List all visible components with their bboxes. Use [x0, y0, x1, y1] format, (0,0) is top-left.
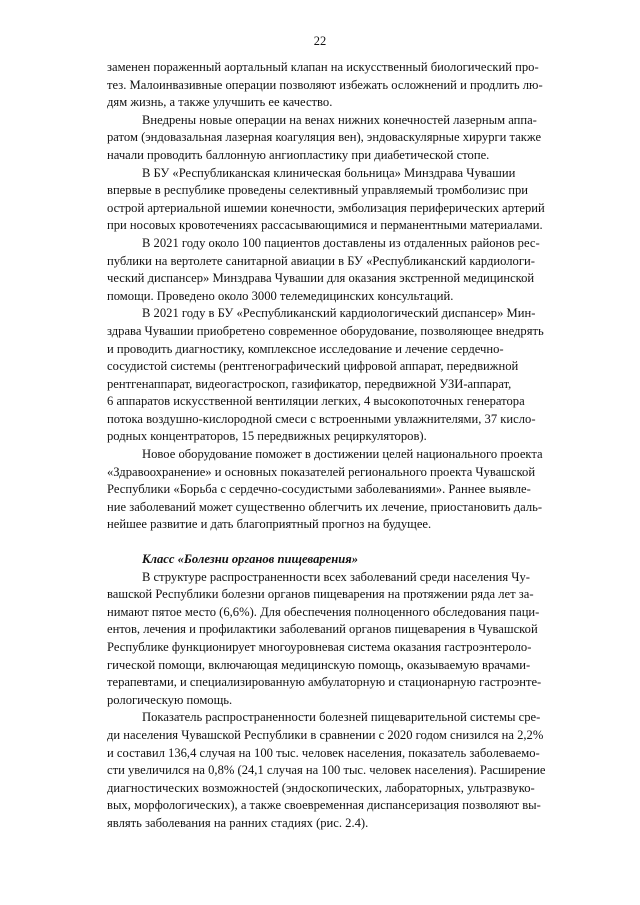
text-line: Показатель распространенности болезней пищеварительной системы сре-: [142, 710, 541, 725]
text-line: помощи. Проведено около 3000 телемедицинских консультаций.: [107, 288, 454, 303]
text-line: здрава Чувашии приобретено современное оборудование, позволяющее внедрять: [107, 323, 544, 338]
text-line: В 2021 году в БУ «Республиканский кардиологический диспансер» Мин-: [142, 306, 536, 321]
text-line: и составил 136,4 случая на 100 тыс. человек населения, показатель заболеваемо-: [107, 745, 540, 760]
paragraph: [107, 569, 597, 710]
paragraph: [107, 305, 597, 446]
text-line: заменен пораженный аортальный клапан на искусственный биологический про-: [107, 60, 539, 74]
text-line: впервые в республике проведены селективный управляемый тромболизис при: [107, 183, 529, 198]
paragraph: [107, 165, 597, 235]
text-line: нимают пятое место (6,6%). Для обеспечения полноценного обследования паци-: [107, 604, 540, 619]
text-line: 6 аппаратов искусственной вентиляции легких, 4 высокопоточных генератора: [107, 394, 525, 409]
text-line: рентгенаппарат, видеогастроскоп, газификатор, передвижной УЗИ-аппарат,: [107, 376, 512, 391]
section-heading-text: Класс «Болезни органов пищеварения»: [142, 552, 359, 567]
text-line: ентов, лечения и профилактики заболеваний органов пищеварения в Чувашской: [107, 622, 538, 637]
text-line: В 2021 году около 100 пациентов доставлены из отдаленных районов рес-: [142, 235, 540, 250]
paragraph: [107, 59, 597, 112]
text-line: Внедрены новые операции на венах нижних конечностей лазерным аппа-: [142, 112, 537, 127]
text-line: вашской Республики болезни органов пищеварения на протяжении ряда лет за-: [107, 587, 534, 602]
text-line: рологическую помощь.: [107, 692, 233, 707]
text-line: гической помощи, включающая медицинскую помощь, оказываемую врачами-: [107, 657, 531, 672]
text-line: публики на вертолете санитарной авиации в БУ «Республиканский кардиологи-: [107, 253, 535, 268]
text-line: сосудистой системы (рентгенографический цифровой аппарат, передвижной: [107, 359, 519, 374]
text-line: терапевтами, и специализированную амбулаторную и стационарную гастроэнте-: [107, 675, 542, 690]
text-line: начали проводить баллонную ангиопластику при диабетической стопе.: [107, 147, 490, 162]
text-line: тез. Малоинвазивные операции позволяют избежать осложнений и продлить лю-: [107, 77, 543, 92]
text-line: нейшее развитие и дать благоприятный прогноз на будущее.: [107, 517, 432, 532]
text-line: В БУ «Республиканская клиническая больница» Минздрава Чувашии: [142, 165, 516, 180]
text-line: Новое оборудование поможет в достижении целей национального проекта: [142, 447, 543, 462]
text-line: при носовых кровотечениях рассасывающимися и перманентными материалами.: [107, 218, 543, 233]
section-heading: [107, 551, 597, 569]
paragraph: [107, 446, 597, 534]
text-line: являть заболевания на ранних стадиях (рис. 2.4).: [107, 815, 369, 830]
text-line: острой артериальной ишемии конечности, эмболизация периферических артерий: [107, 200, 545, 215]
text-line: Республики «Борьба с сердечно-сосудистыми заболеваниями». Раннее выявле-: [107, 482, 531, 497]
text-line: сти увеличился на 0,8% (24,1 случая на 100 тыс. человек населения). Расширение: [107, 763, 546, 778]
document-body: [107, 59, 597, 833]
paragraph: [107, 235, 597, 305]
paragraph: [107, 112, 597, 165]
text-line: В структуре распространенности всех заболеваний среди населения Чу-: [142, 569, 530, 584]
text-line: Республике функционирует многоуровневая система оказания гастроэнтероло-: [107, 640, 532, 654]
text-line: ди населения Чувашской Республики в сравнении с 2020 годом снизился на 2,2%: [107, 727, 544, 742]
text-line: дям жизнь, а также улучшить ее качество.: [107, 95, 333, 110]
text-line: потока воздушно-кислородной смеси с встроенными увлажнителями, 37 кисло-: [107, 411, 536, 426]
text-line: и проводить диагностику, комплексное исследование и лечение сердечно-: [107, 341, 504, 356]
text-line: родных концентраторов, 15 передвижных рециркуляторов).: [107, 429, 427, 444]
text-line: ратом (эндовазальная лазерная коагуляция вен), эндоваскулярные хирурги также: [107, 130, 542, 145]
text-line: «Здравоохранение» и основных показателей регионального проекта Чувашской: [107, 464, 536, 479]
text-line: вых, морфологических), а также своевременная диспансеризация позволяют вы-: [107, 798, 541, 813]
page-number: 22: [313, 34, 327, 48]
text-line: диагностических возможностей (эндоскопических, лабораторных, ультразвуко-: [107, 780, 535, 795]
text-line: ческий диспансер» Минздрава Чувашии для оказания экстренной медицинской: [107, 271, 535, 286]
paragraph: [107, 709, 597, 832]
text-line: ние заболеваний может существенно облегчить их лечение, приостановить даль-: [107, 499, 543, 514]
